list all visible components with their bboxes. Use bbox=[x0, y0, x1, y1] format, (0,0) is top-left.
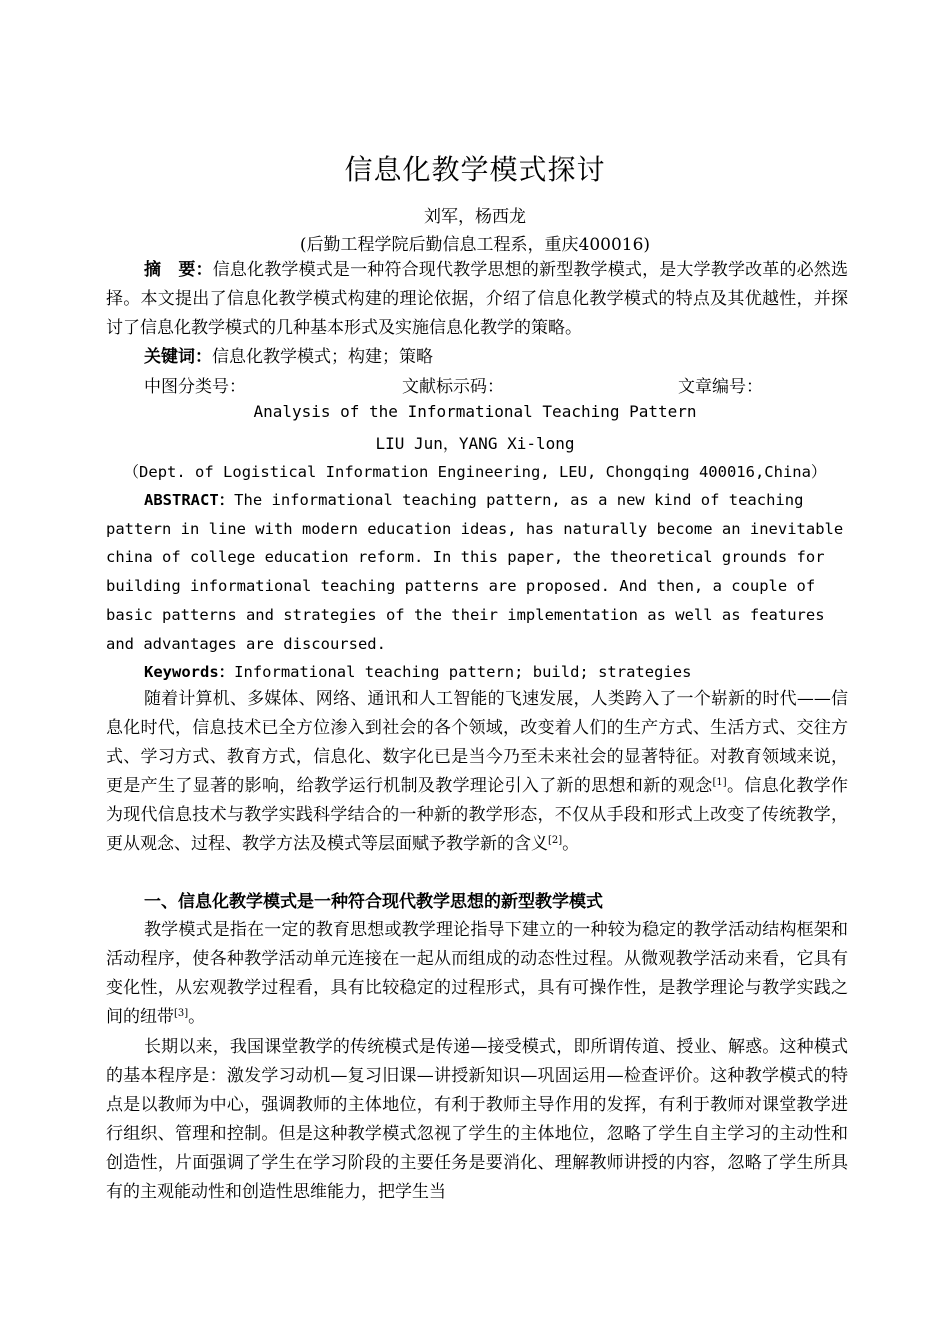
paper-title: 信息化教学模式探讨 bbox=[344, 153, 606, 186]
clc-label: 中图分类号： bbox=[144, 377, 246, 397]
keywords-cn-text: 信息化教学模式；构建；策略 bbox=[212, 347, 433, 367]
english-title: Analysis of the Informational Teaching Pattern bbox=[253, 402, 697, 421]
affiliation: (后勤工程学院后勤信息工程系，重庆400016) bbox=[299, 235, 651, 255]
authors: 刘军，杨西龙 bbox=[424, 207, 526, 227]
abstract-cn-text: 信息化教学模式是一种符合现代教学思想的新型教学模式，是大学教学改革的必然选择。本文提出了信息化教学模式构建的理论依据，介绍了信息化教学模式的特点及其优越性，并探讨了信息化教学模式的几种基本形式及实施信息化教学的策略。 bbox=[106, 260, 849, 338]
intro-text-2: 。信息化教学作为现代信息技术与教学实践科学结合的一种新的教学形态，不仅从手段和形式上改变了传统教学，更从观念、过程、教学方法及模式等层面赋予教学新的含义 bbox=[106, 776, 849, 854]
keywords-en-text: Informational teaching pattern; build; strategies bbox=[234, 663, 692, 681]
citation-3: [3] bbox=[174, 1008, 189, 1019]
english-authors: LIU Jun，YANG Xi-long bbox=[375, 434, 575, 453]
keywords-en-label: Keywords： bbox=[144, 663, 235, 681]
doc-code-label: 文献标示码： bbox=[402, 377, 504, 397]
keywords-cn bbox=[106, 343, 848, 372]
article-no-label: 文章编号： bbox=[678, 377, 763, 397]
section-paragraph-2: 长期以来，我国课堂教学的传统模式是传递—接受模式，即所谓传道、授业、解惑。这种模式的基本程序是：激发学习动机—复习旧课—讲授新知识—巩固运用—检查评价。这种教学模式的特点是以教师为中心，强调教师的主体地位，有利于教师主导作用的发挥，有利于教师对课堂教学进行组织、管理和控制。但是这种教学模式忽视了学生的主体地位，忽略了学生自主学习的主动性和创造性，片面强调了学生在学习阶段的主要任务是要消化、理解教师讲授的内容，忽略了学生所具有的主观能动性和创造性思维能力，把学生当 bbox=[106, 1037, 848, 1202]
english-affiliation: （Dept. of Logistical Information Engineering, LEU, Chongqing 400016,China） bbox=[123, 463, 827, 481]
intro-paragraph bbox=[106, 685, 848, 859]
abstract-cn bbox=[106, 256, 848, 343]
keywords-cn-label: 关键词： bbox=[144, 347, 212, 367]
abstract-en-text: The informational teaching pattern, as a new kind of teaching pattern in line with modern education ideas, has naturally become an inevitable china of college education reform. In this paper, the theoretical grounds for building informational teaching patterns are proposed. And then, a couple of basic patterns and strategies of the their implementation as well as features and advantages are discoursed. bbox=[106, 491, 844, 653]
abstract-en-label: ABSTRACT： bbox=[144, 491, 235, 509]
section-paragraph-1 bbox=[106, 916, 848, 1032]
citation-1: [1] bbox=[712, 777, 727, 788]
section-heading: 一、信息化教学模式是一种符合现代教学思想的新型教学模式 bbox=[144, 892, 603, 912]
section-p1-end: 。 bbox=[188, 1007, 206, 1027]
intro-text-1: 随着计算机、多媒体、网络、通讯和人工智能的飞速发展，人类跨入了一个崭新的时代——信息化时代，信息技术已全方位渗入到社会的各个领域，改变着人们的生产方式、生活方式、交往方式、学习方式、教育方式，信息化、数字化已是当今乃至未来社会的显著特征。对教育领域来说，更是产生了显著的影响，给教学运行机制及教学理论引入了新的思想和新的观念 bbox=[106, 689, 848, 796]
abstract-en bbox=[106, 486, 848, 658]
citation-2: [2] bbox=[548, 835, 563, 846]
keywords-en bbox=[106, 658, 848, 687]
section-p1-text: 教学模式是指在一定的教育思想或教学理论指导下建立的一种较为稳定的教学活动结构框架和活动程序，使各种教学活动单元连接在一起从而组成的动态性过程。从微观教学活动来看，它具有变化性，从宏观教学过程看，具有比较稳定的过程形式，具有可操作性，是教学理论与教学实践之间的纽带 bbox=[106, 920, 848, 1027]
intro-text-3: 。 bbox=[562, 834, 580, 854]
abstract-cn-label: 摘 要： bbox=[144, 260, 213, 280]
